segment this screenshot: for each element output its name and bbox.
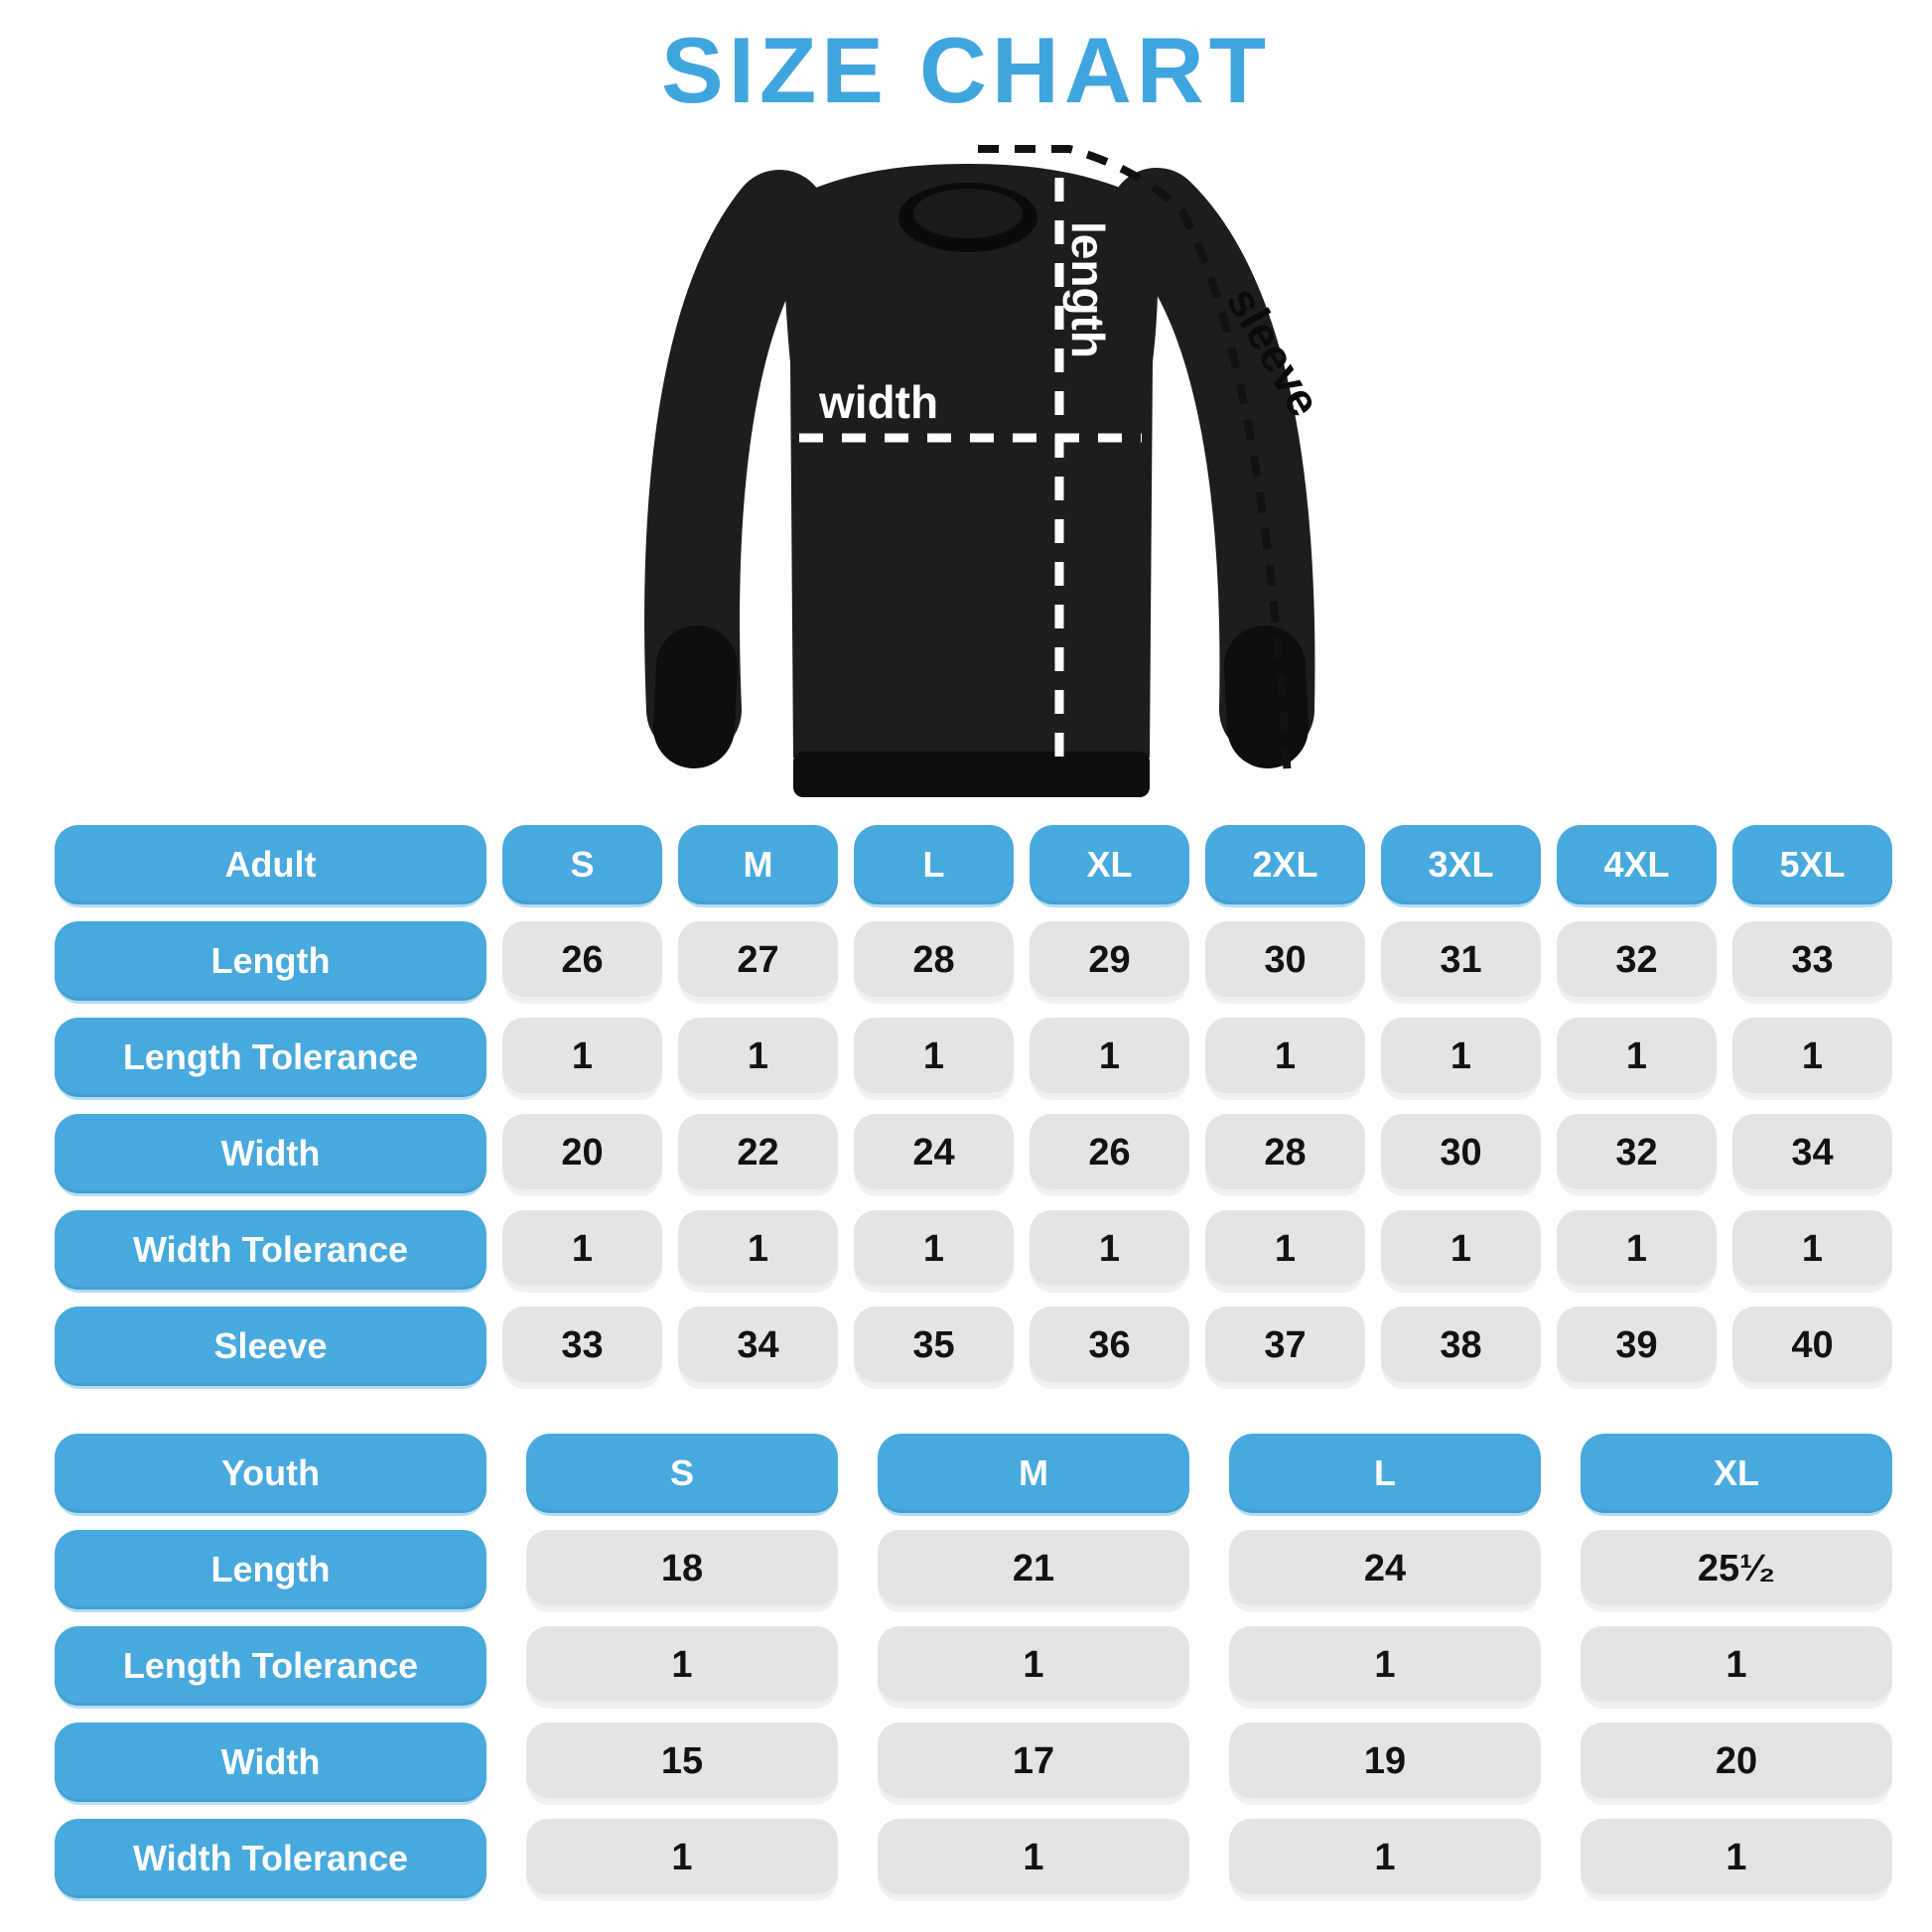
- size-header-cell: 2XL: [1205, 825, 1365, 904]
- row-label-cell: Width Tolerance: [55, 1210, 486, 1290]
- value-cell: 31: [1381, 921, 1541, 1001]
- value-cell: 21: [878, 1530, 1189, 1609]
- size-header-cell: 3XL: [1381, 825, 1541, 904]
- value-cell: 30: [1381, 1114, 1541, 1193]
- value-cell: 1: [1381, 1210, 1541, 1290]
- sweatshirt-illustration: [549, 122, 1383, 817]
- value-cell: 35: [854, 1307, 1014, 1386]
- value-cell: 1: [854, 1210, 1014, 1290]
- value-cell: 1: [878, 1819, 1189, 1898]
- value-cell: 1: [854, 1018, 1014, 1097]
- value-cell: 1: [1581, 1626, 1892, 1706]
- size-header-cell: 5XL: [1732, 825, 1892, 904]
- size-tables: [0, 825, 1932, 1898]
- row-label-cell: Length: [55, 1530, 486, 1609]
- value-cell: 33: [1732, 921, 1892, 1001]
- value-cell: 37: [1205, 1307, 1365, 1386]
- row-label-cell: Length: [55, 921, 486, 1001]
- youth-size-table: [55, 1434, 1892, 1898]
- value-cell: 20: [502, 1114, 662, 1193]
- row-label-cell: Length Tolerance: [55, 1018, 486, 1097]
- value-cell: 19: [1229, 1723, 1541, 1802]
- value-cell: 34: [1732, 1114, 1892, 1193]
- value-cell: 32: [1557, 1114, 1717, 1193]
- value-cell: 1: [502, 1210, 662, 1290]
- size-header-cell: S: [526, 1434, 838, 1513]
- row-label-cell: Width Tolerance: [55, 1819, 486, 1898]
- value-cell: 40: [1732, 1307, 1892, 1386]
- row-label-cell: Width: [55, 1723, 486, 1802]
- value-cell: 33: [502, 1307, 662, 1386]
- value-cell: 1: [1381, 1018, 1541, 1097]
- value-cell: 1: [678, 1018, 838, 1097]
- value-cell: 29: [1030, 921, 1189, 1001]
- value-cell: 26: [502, 921, 662, 1001]
- row-label-cell: Length Tolerance: [55, 1626, 486, 1706]
- value-cell: 24: [854, 1114, 1014, 1193]
- value-cell: 1: [878, 1626, 1189, 1706]
- size-header-cell: 4XL: [1557, 825, 1717, 904]
- size-header-cell: M: [878, 1434, 1189, 1513]
- width-label: width: [819, 375, 939, 428]
- value-cell: 34: [678, 1307, 838, 1386]
- youth-size-grid: [55, 1434, 1892, 1898]
- value-cell: 24: [1229, 1530, 1541, 1609]
- value-cell: 28: [854, 921, 1014, 1001]
- value-cell: 1: [678, 1210, 838, 1290]
- size-header-cell: XL: [1030, 825, 1189, 904]
- value-cell: 39: [1557, 1307, 1717, 1386]
- value-cell: 20: [1581, 1723, 1892, 1802]
- value-cell: 25¹⁄₂: [1581, 1530, 1892, 1609]
- adult-size-grid: [55, 825, 1892, 1386]
- size-header-cell: S: [502, 825, 662, 904]
- size-header-cell: L: [854, 825, 1014, 904]
- value-cell: 30: [1205, 921, 1365, 1001]
- row-label-cell: Sleeve: [55, 1307, 486, 1386]
- value-cell: 17: [878, 1723, 1189, 1802]
- size-header-cell: XL: [1581, 1434, 1892, 1513]
- value-cell: 28: [1205, 1114, 1365, 1193]
- sweatshirt-diagram: [549, 122, 1383, 817]
- table-title-cell: Adult: [55, 825, 486, 904]
- value-cell: 1: [1205, 1210, 1365, 1290]
- table-title-cell: Youth: [55, 1434, 486, 1513]
- value-cell: 1: [1229, 1626, 1541, 1706]
- adult-size-table: [55, 825, 1892, 1386]
- value-cell: 1: [1732, 1210, 1892, 1290]
- length-label: length: [1062, 220, 1114, 358]
- value-cell: 38: [1381, 1307, 1541, 1386]
- size-header-cell: L: [1229, 1434, 1541, 1513]
- value-cell: 1: [1557, 1018, 1717, 1097]
- value-cell: 1: [1205, 1018, 1365, 1097]
- row-label-cell: Width: [55, 1114, 486, 1193]
- value-cell: 1: [1732, 1018, 1892, 1097]
- value-cell: 1: [1557, 1210, 1717, 1290]
- value-cell: 27: [678, 921, 838, 1001]
- value-cell: 32: [1557, 921, 1717, 1001]
- value-cell: 18: [526, 1530, 838, 1609]
- value-cell: 26: [1030, 1114, 1189, 1193]
- value-cell: 1: [1030, 1018, 1189, 1097]
- size-header-cell: M: [678, 825, 838, 904]
- sleeve-label: sleeve: [1216, 277, 1331, 425]
- value-cell: 1: [502, 1018, 662, 1097]
- value-cell: 1: [1229, 1819, 1541, 1898]
- value-cell: 1: [526, 1626, 838, 1706]
- value-cell: 1: [1581, 1819, 1892, 1898]
- value-cell: 22: [678, 1114, 838, 1193]
- sweatshirt-graphic: [692, 164, 1268, 797]
- value-cell: 1: [526, 1819, 838, 1898]
- value-cell: 36: [1030, 1307, 1189, 1386]
- value-cell: 15: [526, 1723, 838, 1802]
- page-title: SIZE CHART: [661, 18, 1271, 122]
- value-cell: 1: [1030, 1210, 1189, 1290]
